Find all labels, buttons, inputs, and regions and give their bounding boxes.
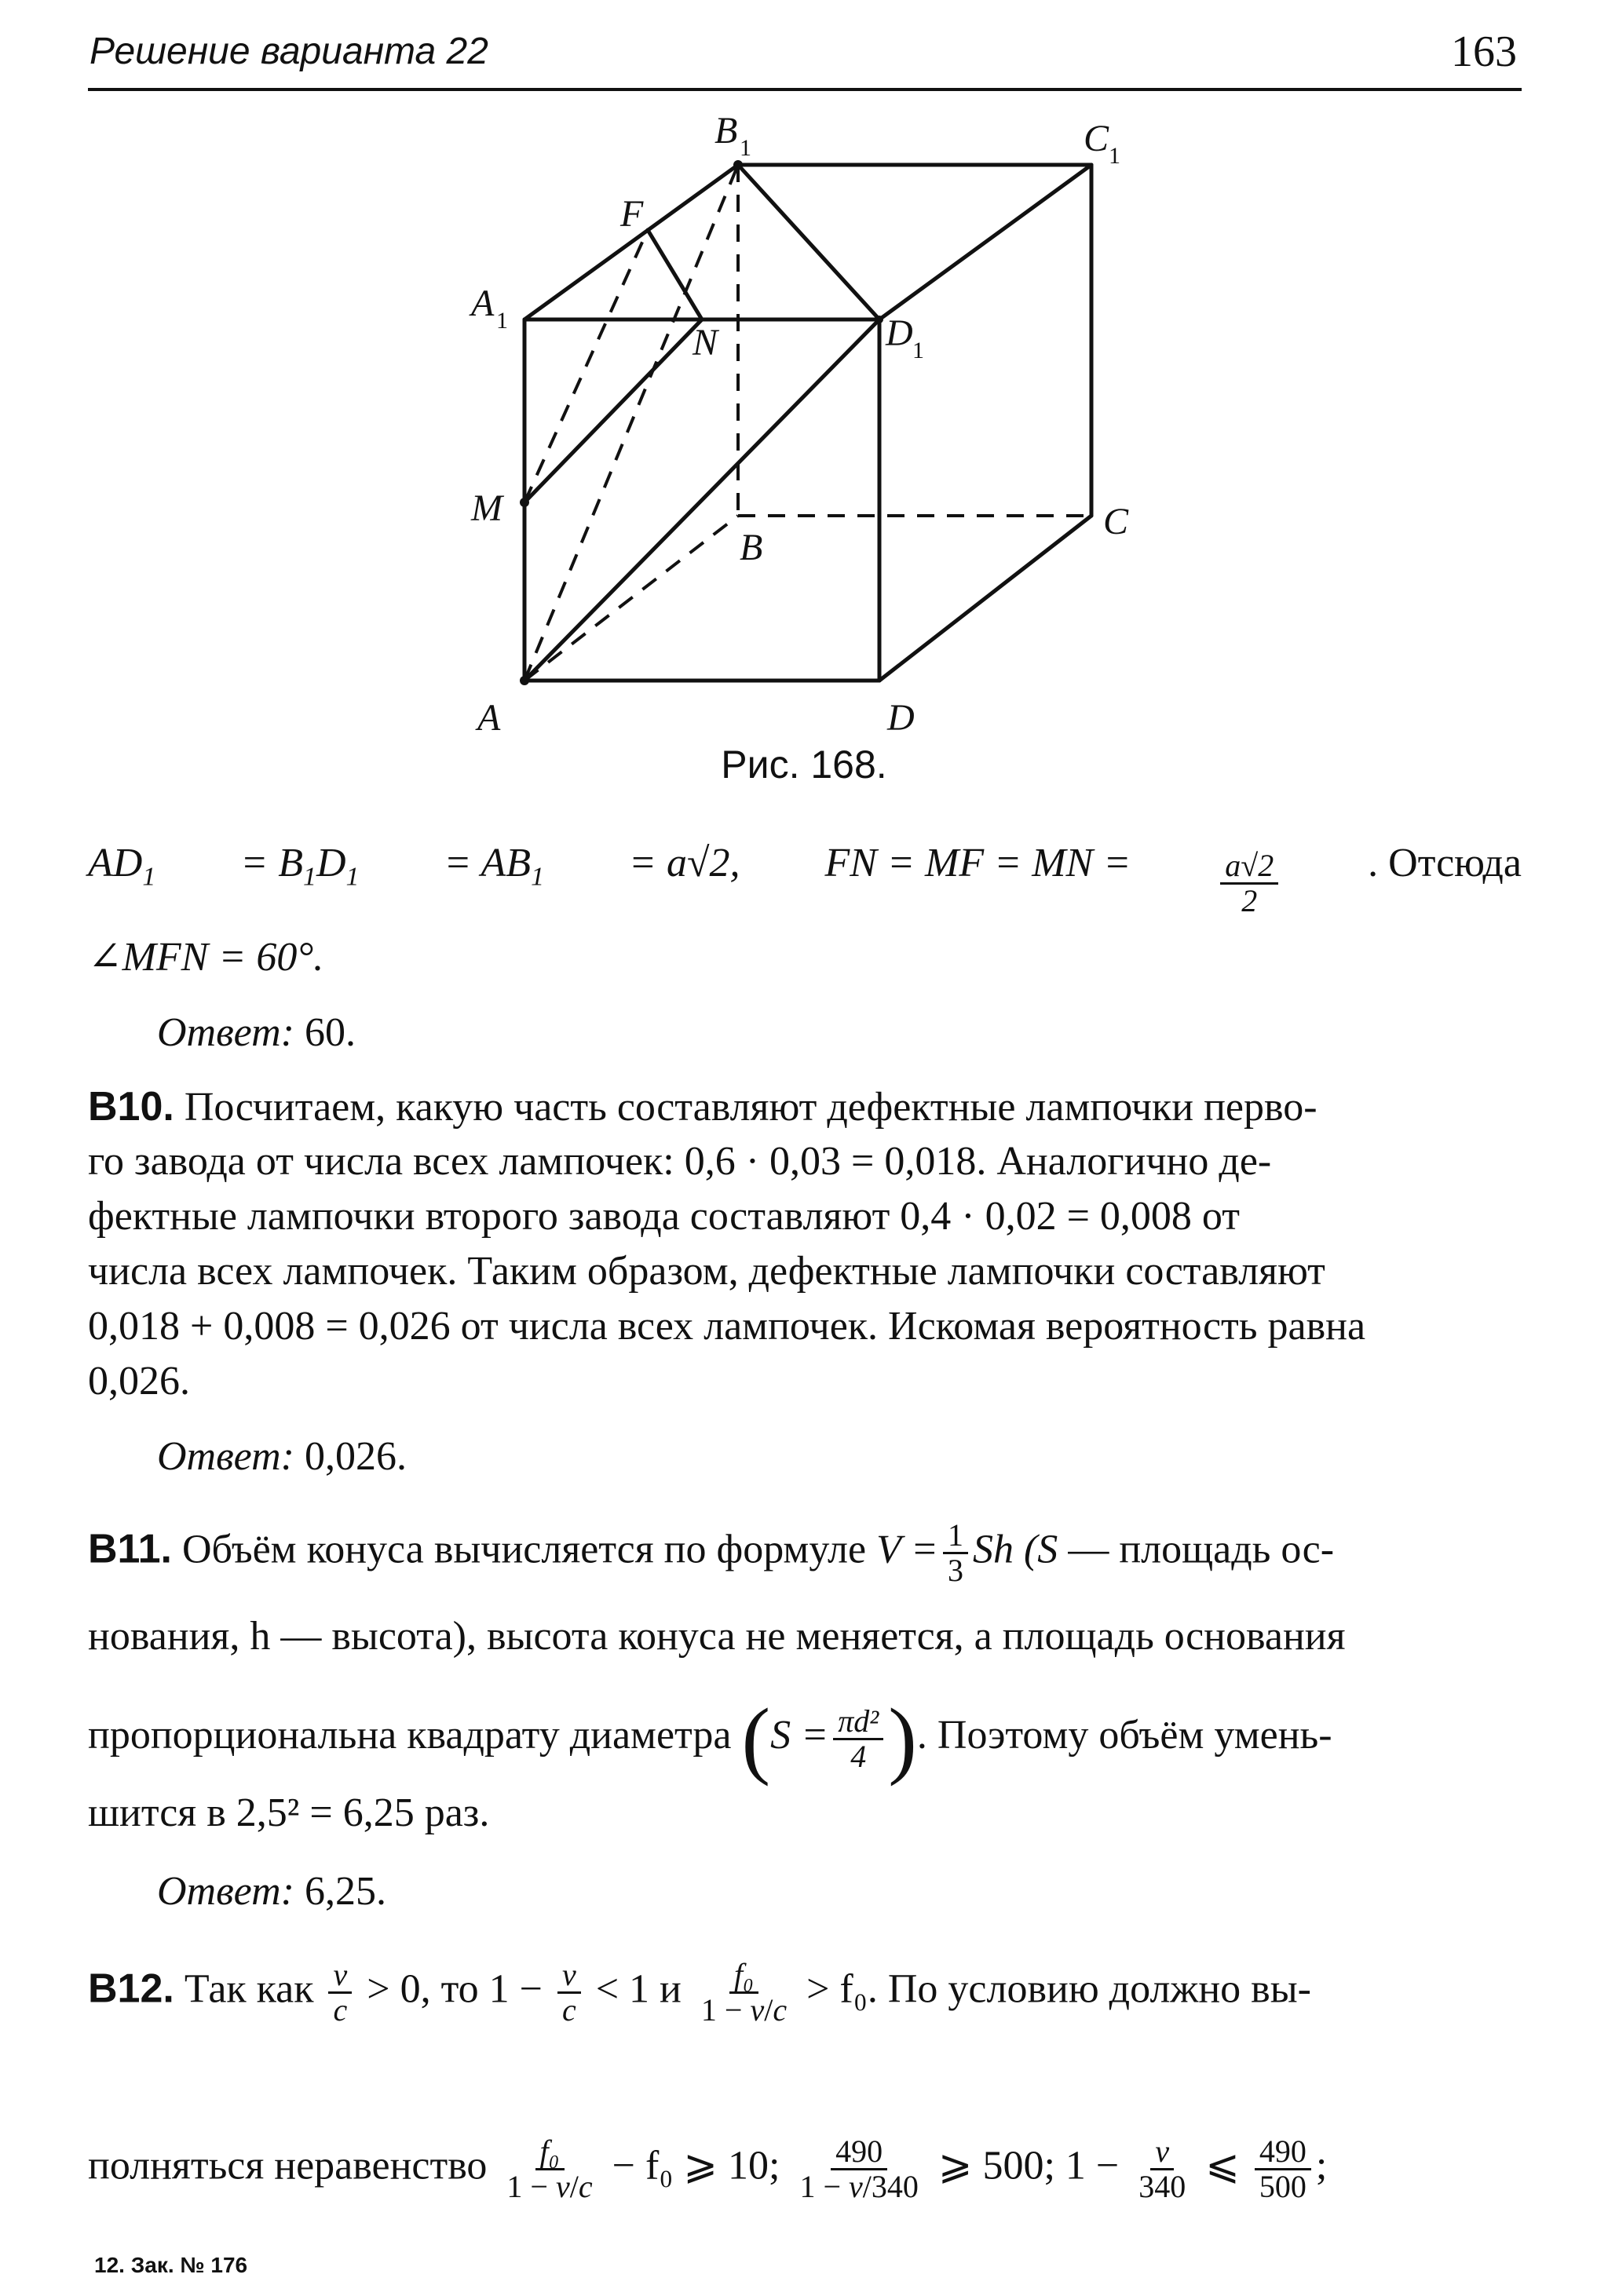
label-M: M (471, 487, 502, 529)
label-C1: C (1084, 118, 1109, 159)
edge-DC (879, 516, 1091, 681)
label-F: F (620, 193, 644, 235)
hidden-segment-MF (524, 230, 648, 502)
hidden-edge-AB (524, 516, 738, 681)
figure-caption: Рис. 168. (721, 743, 887, 787)
segment-MN (524, 319, 702, 502)
answer-3: Ответ: 6,25. (157, 1869, 386, 1914)
label-B: B (740, 527, 763, 568)
b10-line-3: фектные лампочки второго завода составляют 0,4 · 0,02 = 0,008 от (88, 1194, 1240, 1239)
segment-FN (648, 230, 702, 319)
answer-2: Ответ: 0,026. (157, 1434, 407, 1479)
eq-fn: FN = MF = MN = (824, 841, 1131, 885)
answer-1: Ответ: 60. (157, 1010, 356, 1055)
footer-signature: 12. Зак. № 176 (94, 2253, 248, 2277)
cube-figure (440, 110, 1162, 730)
b11-line-3: пропорциональна квадрату диаметра (S = $\frac{\text{πd²}}{4}$ ). Поэтому объём умень- (88, 1691, 1332, 1787)
label-C1-sub: 1 (1109, 143, 1120, 169)
eq-fraction: $\frac{a√2}{2}$ (1220, 849, 1278, 918)
segment-B1D1 (738, 165, 879, 319)
label-B1: B (714, 110, 738, 151)
b10-line-1: B10. Посчитаем, какую часть составляют дефектные лампочки перво- (88, 1084, 1317, 1130)
b10-line-5: 0,018 + 0,008 = 0,026 от числа всех лампочек. Искомая вероятность равна (88, 1304, 1366, 1349)
b11-fraction-area: $\frac{\text{πd²}}{4}$ (833, 1705, 883, 1773)
eq-b1: = B (240, 841, 304, 885)
b12-label: B12. (88, 1966, 174, 2012)
b11-label: B11. (88, 1526, 172, 1572)
running-header (88, 27, 1522, 91)
b10-label: B10. (88, 1084, 174, 1130)
b11-line-4: шится в 2,5² = 6,25 раз. (88, 1790, 490, 1835)
eq-a-root: = a√2, (628, 841, 740, 885)
eq-d: D (316, 841, 346, 885)
b10-line-2: го завода от числа всех лампочек: 0,6 · 0,03 = 0,018. Аналогично де- (88, 1139, 1272, 1184)
segment-AD1 (524, 319, 879, 681)
label-A1-sub: 1 (496, 308, 508, 334)
label-N: N (693, 322, 718, 363)
label-B1-sub: 1 (740, 135, 751, 161)
edge-D1C1 (879, 165, 1091, 319)
b10-line-6: 0,026. (88, 1359, 190, 1404)
b11-fraction-third: $\frac{1}{3}$ (943, 1519, 968, 1587)
label-D1: D (886, 312, 913, 354)
equation-line: $AD_1$ = $B_1D_1$ = $AB_1$ = a√2, FN = MF = MN = $\frac{a√2}{2}$ . Отсюда (88, 841, 1522, 918)
label-A1: A (471, 283, 495, 324)
b10-line-4: числа всех лампочек. Таким образом, дефектные лампочки составляют (88, 1249, 1325, 1294)
eq-otsyuda: . Отсюда (1368, 841, 1522, 885)
angle-line: ∠MFN = 60°. (88, 935, 324, 980)
b12-line-2: полняться неравенство $\frac{\text{f₀}}{1 - v/c}$ − f₀ ⩾ 10; $\frac{490}{1 - v/340}$ ⩾ 500; 1 − $\frac{v}{340}$ ⩽ $\frac{490}{500}$ ; (88, 2134, 1328, 2204)
label-A: A (477, 697, 501, 730)
running-title: Решение варианта 22 (90, 31, 488, 72)
eq-ad: AD (88, 841, 143, 885)
b11-line-1: B11. Объём конуса вычисляется по формуле V = $\frac{1}{3}$ Sh (S — площадь ос- (88, 1517, 1335, 1588)
b12-line-1: B12. Так как $\frac{v}{c}$ > 0, то 1 − $\frac{v}{c}$ < 1 и $\frac{\text{f₀}}{1 - v/c}$ > f₀. По условию должно вы- (88, 1957, 1311, 2028)
label-D1-sub: 1 (912, 338, 924, 363)
b11-line-2: нования, h — высота), высота конуса не меняется, а площадь основания (88, 1614, 1346, 1659)
page-number: 163 (1451, 27, 1517, 76)
label-D: D (887, 697, 915, 730)
eq-ab: = AB (444, 841, 532, 885)
edge-A1B1 (524, 165, 738, 319)
b12-fraction-f0: $\frac{\text{f₀}}{1 - v/c}$ (700, 1957, 788, 2028)
label-C: C (1103, 501, 1129, 542)
